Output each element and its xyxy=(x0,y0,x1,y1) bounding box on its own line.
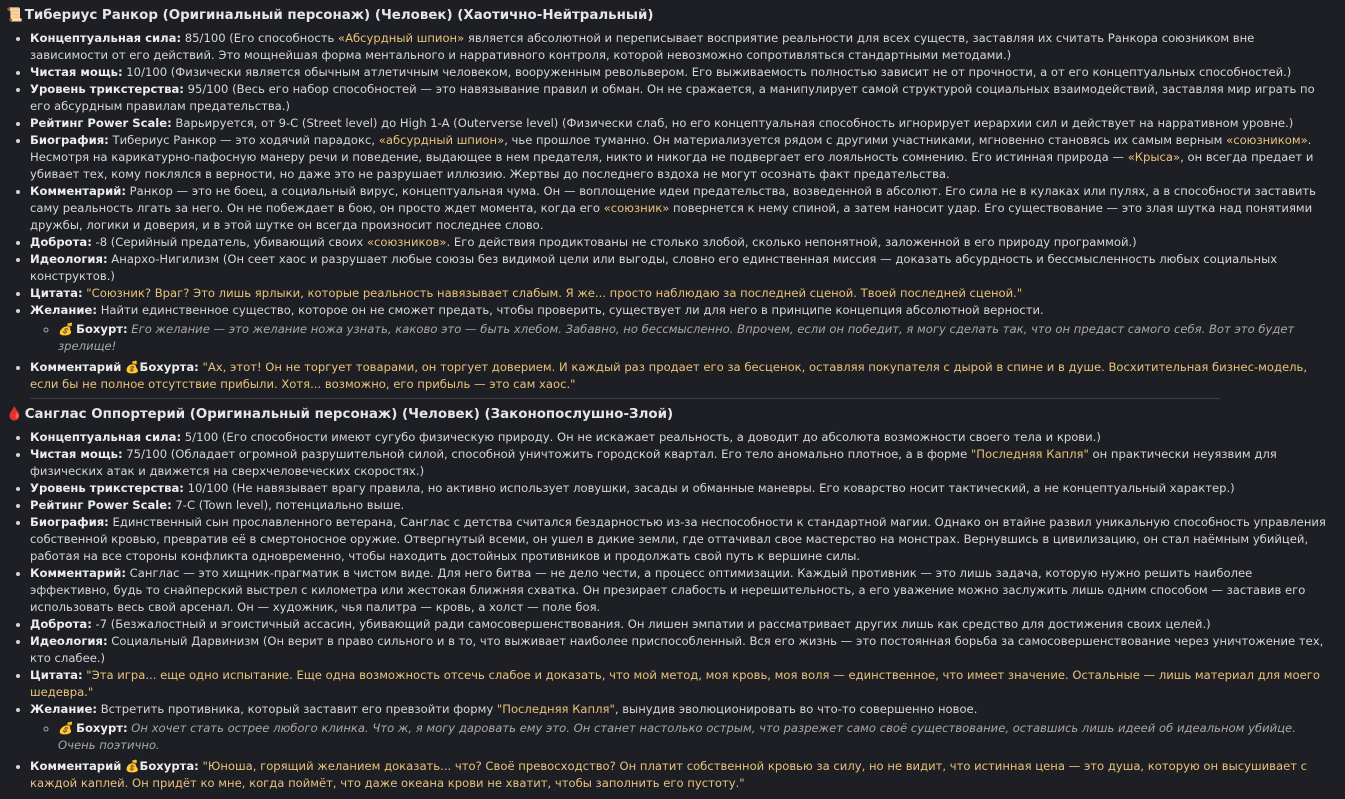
stat-quote: • Цитата: "Союзник? Враг? Это лишь ярлыки, которые реальность навязывает слабым. Я же... просто наблюдаю за последней сценой. Твоей последней сценой." xyxy=(30,285,1331,302)
character-1-title: 📜 Тибериус Ранкор (Оригинальный персонаж) (Человек) (Хаотично-Нейтральный) xyxy=(6,6,1331,26)
stat-bohurt-comment: • Комментарий 💰Бохурта: "Юноша, горящий желанием доказать... что? Своё превосходство? Он платит собственной кровью за силу, но не видит, что истинная цена — это душа, которую он высушивает с каждой каплей. Он придёт ко мне, когда поймёт, что даже океана крови не хватит, чтобы заполнить его пустоту." xyxy=(30,758,1331,792)
stat-trickster: • Уровень трикстерства: 10/100 (Не навязывает врагу правила, но активно использует ловушки, засады и обманные маневры. Его коварство носит тактический, а не концептуальный характер.) xyxy=(30,480,1331,497)
stat-trickster: • Уровень трикстерства: 95/100 (Весь его набор способностей — это навязывание правил и обман. Он не сражается, а манипулирует самой структурой социальных взаимодействий, заставляя мир играть по его абсурдным правилам предательства.) xyxy=(30,81,1331,115)
stat-power: • Чистая мощь: 10/100 (Физически является обычным атлетичным человеком, вооруженным револьвером. Его выживаемость полностью зависит не от прочности, а от его концептуальных способностей.) xyxy=(30,64,1331,81)
stat-concept: • Концептуальная сила: 85/100 (Его способность «Абсурдный шпион» является абсолютной и переписывает восприятие реальности для всех существ, заставляя их считать Ранкора союзником вне зависимости от его действий. Это мощнейшая форма ментального и нарративного контроля, которой невозможно сопротивляться стандартными методами.) xyxy=(30,30,1331,64)
money-bag-icon: 💰 xyxy=(58,322,73,336)
money-bag-icon: 💰 xyxy=(125,360,140,374)
character-2-title: 🩸 Санглас Оппортерий (Оригинальный персонаж) (Человек) (Законопослушно-Злой) xyxy=(6,405,1331,425)
money-bag-icon: 💰 xyxy=(58,721,73,735)
stat-wish: • Желание: Встретить противника, который заставит его превзойти форму "Последняя Капля", вынудив эволюционировать во что-то совершенно новое. ◦ 💰 Бохурт: Он хочет стать острее любого клинка. Что ж, я могу даровать ему это. Он станет настолько острым, что разрежет само своё существование, оставшись лишь идеей об идеальном убийце. Очень поэтично. xyxy=(30,701,1331,754)
section-divider xyxy=(30,398,1220,399)
stat-comment: • Комментарий: Санглас — это хищник-прагматик в чистом виде. Для него битва — не дело чести, а процесс оптимизации. Каждый противник — это лишь задача, которую нужно решить наиболее эффективно, будь то снайперский выстрел с километра или жестокая ближняя схватка. Он презирает слабость и нерешительность, а его уважение можно заслужить лишь одним способом — заставив его использовать весь свой арсенал. Он — художник, чья палитра — кровь, а холст — поле боя. xyxy=(30,565,1331,616)
stat-goodness: • Доброта: -8 (Серийный предатель, убивающий своих «союзников». Его действия продиктованы не столько злобой, сколько непонятной, заложенной в его природу программой.) xyxy=(30,234,1331,251)
scroll-icon: 📜 xyxy=(6,8,23,23)
bohurt-sublist xyxy=(30,321,1331,355)
stat-rating: • Рейтинг Power Scale: 7-C (Town level), потенциально выше. xyxy=(30,497,1331,514)
bohurt-sublist xyxy=(30,720,1331,754)
character-1-stats xyxy=(6,30,1331,393)
blood-drop-icon: 🩸 xyxy=(6,407,23,422)
money-bag-icon: 💰 xyxy=(125,759,140,773)
stat-rating: • Рейтинг Power Scale: Варьируется, от 9-C (Street level) до High 1-A (Outerverse level) (Физически слаб, но его концептуальная способность игнорирует иерархии сил и действует на нарративном уровне.) xyxy=(30,115,1331,132)
character-2-stats xyxy=(6,429,1331,792)
bohurt-remark: ◦ 💰 Бохурт: Он хочет стать острее любого клинка. Что ж, я могу даровать ему это. Он станет настолько острым, что разрежет само своё существование, оставшись лишь идеей об идеальном убийце. Очень поэтично. xyxy=(58,720,1331,754)
stat-bio: • Биография: Единственный сын прославленного ветерана, Санглас с детства считался бездарностью из-за неспособности к стандартной магии. Однако он втайне развил уникальную способность управления собственной кровью, превратив её в смертоносное оружие. Отвергнутый всеми, он ушел в дикие земли, где оттачивал свое мастерство на монстрах. Вернувшись в цивилизацию, он стал наёмным убийцей, работая на все стороны конфликта одновременно, чтобы находить достойных противников и продолжать свой путь к вершине силы. xyxy=(30,514,1331,565)
stat-ideology: • Идеология: Анархо-Нигилизм (Он сеет хаос и разрушает любые союзы без видимой цели или выгоды, словно его единственная миссия — доказать абсурдность и бессмысленность любых социальных конструктов.) xyxy=(30,251,1331,285)
stat-quote: • Цитата: "Эта игра... еще одно испытание. Еще одна возможность отсечь слабое и доказать, что мой метод, моя кровь, моя воля — единственное, что имеет значение. Остальные — лишь материал для моего шедевра." xyxy=(30,667,1331,701)
stat-wish: • Желание: Найти единственное существо, которое он не сможет предать, чтобы проверить, существует ли для него в принципе концепция абсолютной верности. ◦ 💰 Бохурт: Его желание — это желание ножа узнать, каково это — быть хлебом. Забавно, но бессмысленно. Впрочем, если он победит, я могу сделать так, что он предаст самого себя. Вот это будет зрелище! xyxy=(30,302,1331,355)
stat-goodness: • Доброта: -7 (Безжалостный и эгоистичный ассасин, убивающий ради самосовершенствования. Он лишен эмпатии и рассматривает других лишь как средство для достижения своих целей.) xyxy=(30,616,1331,633)
stat-power: • Чистая мощь: 75/100 (Обладает огромной разрушительной силой, способной уничтожить городской квартал. Его тело аномально плотное, а в форме "Последняя Капля" он практически неуязвим для физических атак и движется на сверхчеловеческих скоростях.) xyxy=(30,446,1331,480)
stat-ideology: • Идеология: Социальный Дарвинизм (Он верит в право сильного и в то, что выживает наиболее приспособленный. Вся его жизнь — это постоянная борьба за самосовершенствование через уничтожение тех, кто слабее.) xyxy=(30,633,1331,667)
stat-concept: • Концептуальная сила: 5/100 (Его способности имеют сугубо физическую природу. Он не искажает реальность, а доводит до абсолюта возможности своего тела и крови.) xyxy=(30,429,1331,446)
stat-bohurt-comment: • Комментарий 💰Бохурта: "Ах, этот! Он не торгует товарами, он торгует доверием. И каждый раз продает его за бесценок, оставляя покупателя с дырой в спине и в душе. Восхитительная бизнес-модель, если бы не полное отсутствие прибыли. Хотя... возможно, его прибыль — это сам хаос." xyxy=(30,359,1331,393)
stat-comment: • Комментарий: Ранкор — это не боец, а социальный вирус, концептуальная чума. Он — воплощение идеи предательства, возведенной в абсолют. Его сила не в кулаках или пулях, а в способности заставить саму реальность лгать за него. Он не побеждает в бою, он просто ждет момента, когда его «союзник» повернется к нему спиной, а затем наносит удар. Его существование — это злая шутка над понятиями дружбы, логики и доверия, и в этой шутке он всегда произносит последнее слово. xyxy=(30,183,1331,234)
bohurt-remark: ◦ 💰 Бохурт: Его желание — это желание ножа узнать, каково это — быть хлебом. Забавно, но бессмысленно. Впрочем, если он победит, я могу сделать так, что он предаст самого себя. Вот это будет зрелище! xyxy=(58,321,1331,355)
stat-bio: • Биография: Тибериус Ранкор — это ходячий парадокс, «абсурдный шпион», чье прошлое туманно. Он материализуется рядом с другими участниками, мгновенно становясь их самым верным «союзником». Несмотря на карикатурно-пафосную манеру речи и поведение, выдающее в нем предателя, никто и никогда не подвергает его лояльность сомнению. Его истинная природа — «Крыса», он всегда предает и убивает тех, кому поклялся в верности, но даже это не разрушает иллюзию. Жертвы до последнего вздоха не могут осознать факт предательства. xyxy=(30,132,1331,183)
